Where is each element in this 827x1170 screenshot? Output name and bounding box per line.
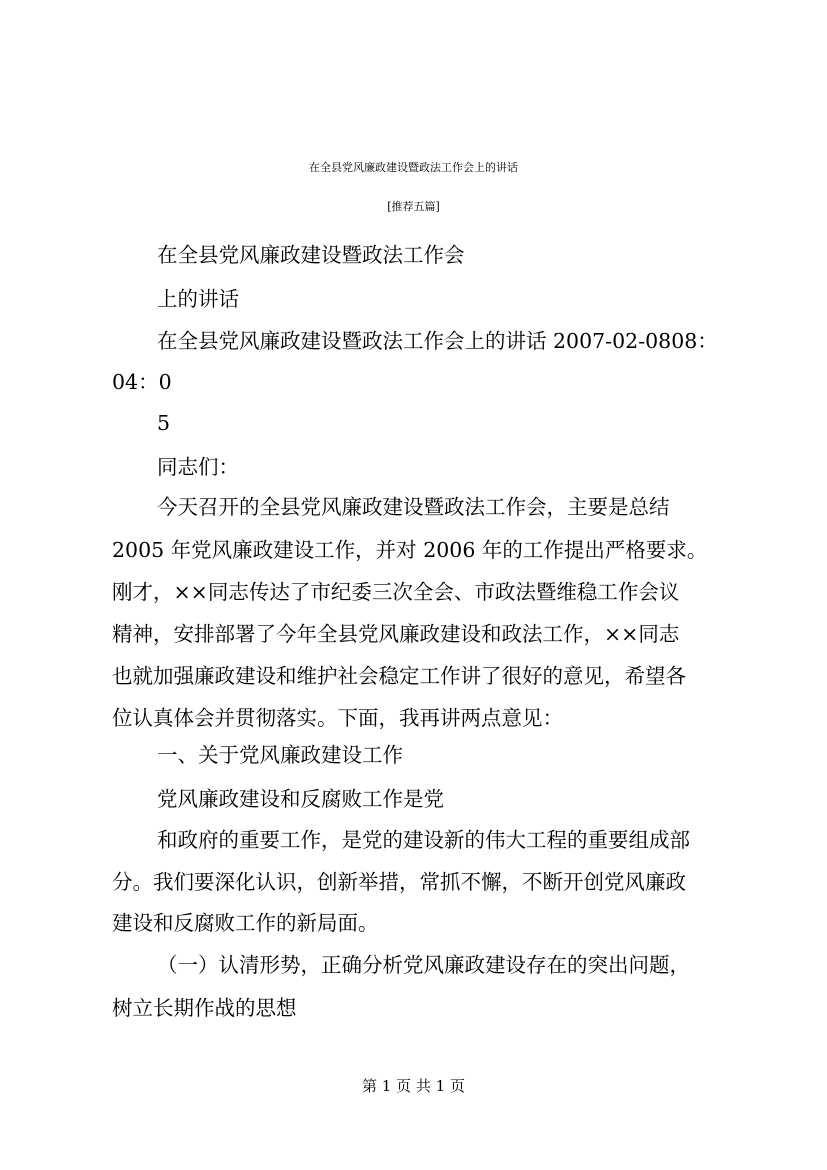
paragraph-line: 2005 年党风廉政建设工作，并对 2006 年的工作提出严格要求。 (112, 538, 708, 562)
text-line: 上的讲话 (157, 287, 239, 311)
page-footer: 第 1 页 共 1 页 (362, 1077, 465, 1095)
text-line: 5 (157, 411, 171, 435)
document-title: 在全县党风廉政建设暨政法工作会上的讲话 (309, 161, 518, 174)
paragraph-line: 党风廉政建设和反腐败工作是党 (157, 787, 444, 811)
text-line: 在全县党风廉政建设暨政法工作会 (157, 243, 465, 267)
paragraph-line: 位认真体会并贯彻落实。下面，我再讲两点意见： (112, 706, 563, 730)
document-title-subtitle: [推荐五篇] (387, 200, 440, 213)
salutation: 同志们： (157, 455, 239, 479)
subsection-heading-continuation: 树立长期作战的思想 (112, 996, 297, 1020)
text-line: 04：0 (112, 370, 172, 394)
text-line: 在全县党风廉政建设暨政法工作会上的讲话 2007-02-0808： (157, 329, 718, 353)
paragraph-line: 也就加强廉政建设和维护社会稳定工作讲了很好的意见，希望各 (112, 664, 686, 688)
paragraph-line: 建设和反腐败工作的新局面。 (112, 911, 379, 935)
paragraph-line: 精神，安排部署了今年全县党风廉政建设和政法工作，××同志 (112, 622, 680, 646)
section-heading: 一、关于党风廉政建设工作 (157, 743, 403, 767)
paragraph-line: 分。我们要深化认识，创新举措，常抓不懈，不断开创党风廉政 (112, 870, 686, 894)
subsection-heading: （一）认清形势，正确分析党风廉政建设存在的突出问题， (157, 953, 690, 977)
paragraph-line: 和政府的重要工作，是党的建设新的伟大工程的重要组成部 (157, 828, 690, 852)
paragraph-line: 刚才，××同志传达了市纪委三次全会、市政法暨维稳工作会议 (112, 580, 680, 604)
paragraph-line: 今天召开的全县党风廉政建设暨政法工作会，主要是总结 (157, 495, 670, 519)
